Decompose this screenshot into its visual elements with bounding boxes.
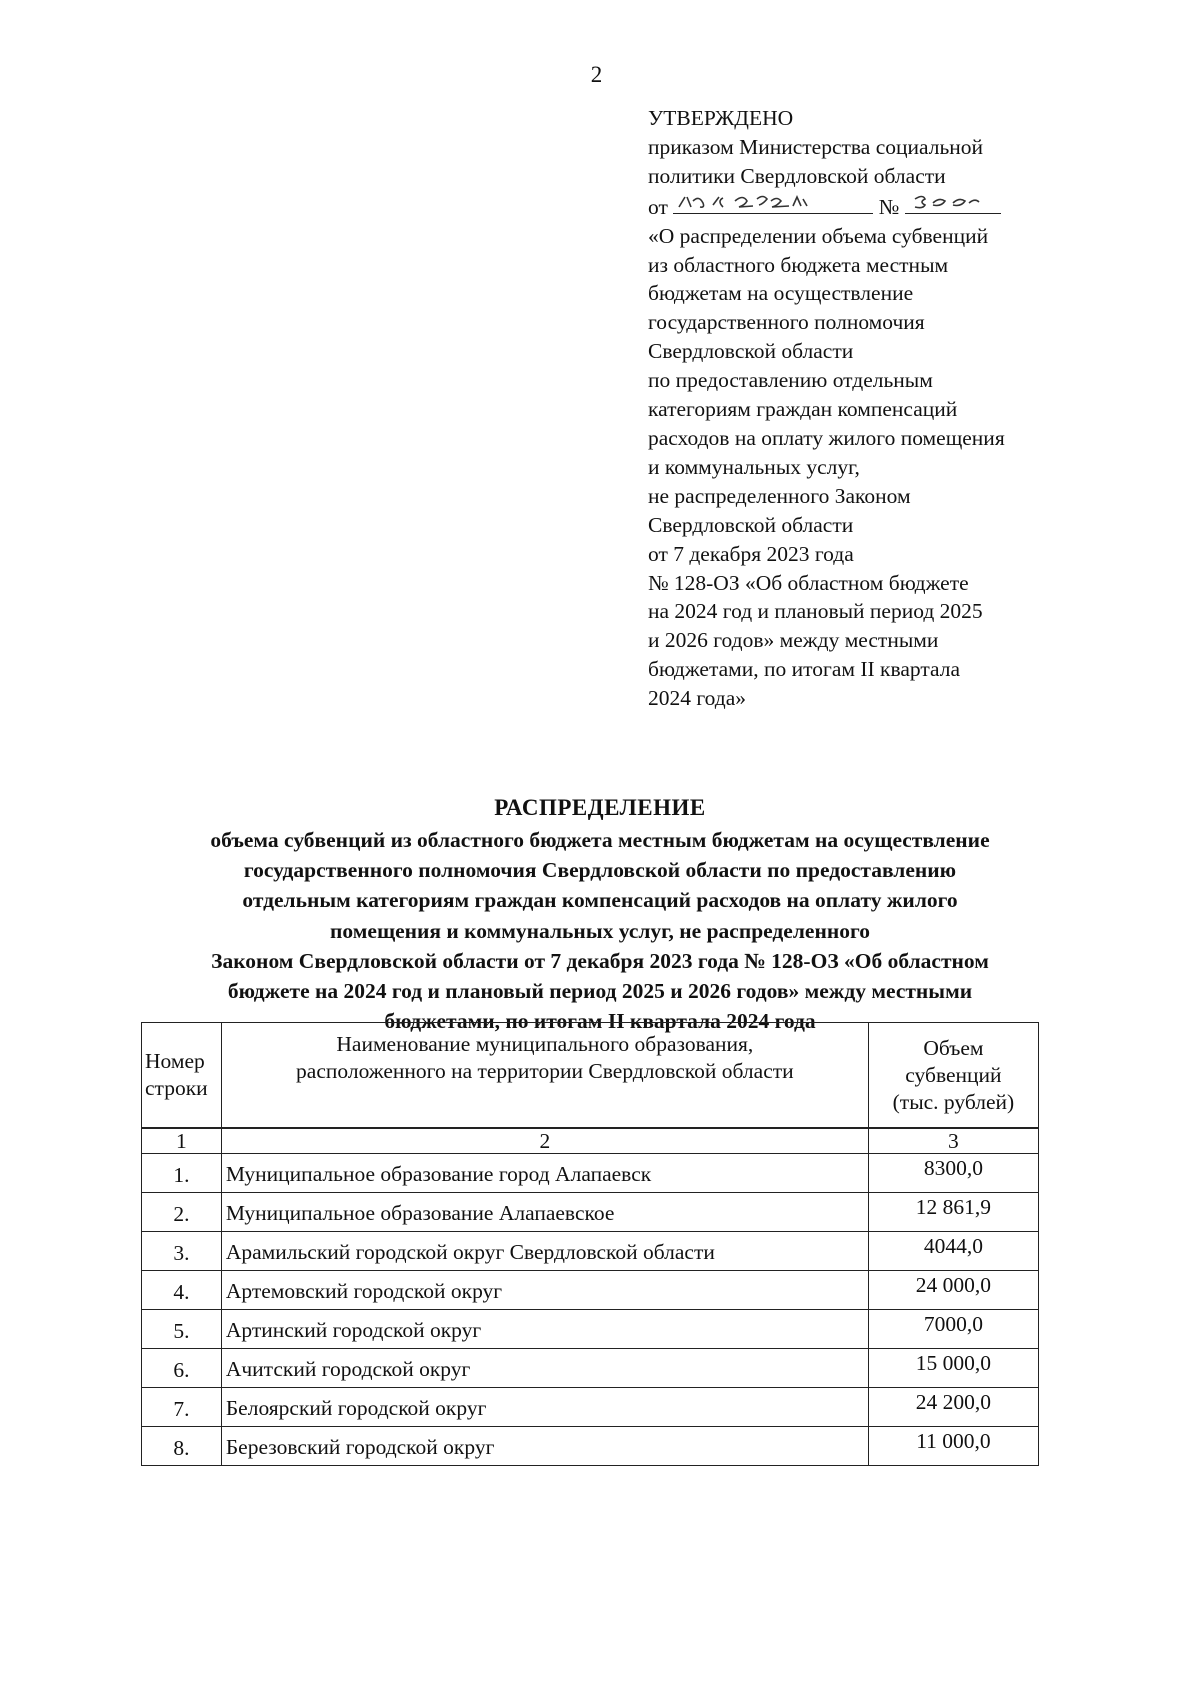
approval-body-line: от 7 декабря 2023 года (648, 541, 854, 566)
table-row (142, 1427, 1039, 1466)
municipality-name: Ачитский городской округ (221, 1349, 868, 1388)
title-line: бюджете на 2024 год и плановый период 2025 и 2026 годов» между местными (227, 979, 973, 1004)
header-text: Объем (923, 1035, 984, 1060)
row-number: 5. (142, 1310, 222, 1349)
subvention-amount: 11 000,0 (868, 1427, 1038, 1466)
municipality-name: Муниципальное образование Алапаевское (221, 1193, 868, 1232)
number-prefix: № (878, 194, 900, 219)
header-municipality (221, 1023, 868, 1128)
header-amount (868, 1023, 1038, 1128)
header-text: (тыс. рублей) (892, 1089, 1015, 1114)
table-row (142, 1154, 1039, 1193)
document-title (0, 791, 1200, 1036)
approval-body-line: бюджетами, по итогам II квартала (648, 657, 961, 682)
municipality-name: Березовский городской округ (221, 1427, 868, 1466)
header-line-number (142, 1023, 222, 1128)
approval-date-line (648, 191, 1088, 222)
header-text: Номер (145, 1049, 205, 1073)
approval-body-line: 2024 года» (648, 686, 747, 711)
subvention-amount: 7000,0 (868, 1310, 1038, 1349)
subvention-amount: 4044,0 (868, 1232, 1038, 1271)
approval-body-line: и коммунальных услуг, (648, 454, 860, 479)
approval-heading: УТВЕРЖДЕНО (648, 106, 794, 130)
title-line: отдельным категориям граждан компенсаций расходов на оплату жилого (242, 888, 958, 913)
table-row (142, 1388, 1039, 1427)
approval-body-line: из областного бюджета местным (648, 252, 949, 277)
approval-body-line: по предоставлению отдельным (648, 368, 933, 393)
row-number: 8. (142, 1427, 222, 1466)
approval-body-line: расходов на оплату жилого помещения (648, 425, 1005, 450)
municipality-name: Артинский городской округ (221, 1310, 868, 1349)
title-line: государственного полномочия Свердловской области по предоставлению (243, 858, 957, 883)
header-text: расположенного на территории Свердловской области (296, 1059, 794, 1083)
row-number: 1. (142, 1154, 222, 1193)
approval-body-line: «О распределении объема субвенций (648, 223, 989, 248)
table-header-row (142, 1023, 1039, 1128)
table-row (142, 1232, 1039, 1271)
approval-body-line: и 2026 годов» между местными (648, 628, 939, 653)
distribution-table (141, 1022, 1039, 1466)
approval-body-line: № 128-ОЗ «Об областном бюджете (648, 570, 969, 595)
approval-line: приказом Министерства социальной (648, 134, 984, 159)
column-number: 3 (868, 1129, 1038, 1154)
approval-body (648, 222, 1088, 713)
approval-body-line: государственного полномочия (648, 310, 925, 335)
subvention-amount: 24 000,0 (868, 1271, 1038, 1310)
approval-body-line: на 2024 год и плановый период 2025 (648, 599, 983, 624)
approval-body-line: не распределенного Законом (648, 483, 911, 508)
row-number: 4. (142, 1271, 222, 1310)
subvention-amount: 24 200,0 (868, 1388, 1038, 1427)
approval-body-line: Свердловской области (648, 339, 854, 364)
header-text: субвенций (905, 1062, 1002, 1087)
title-heading: РАСПРЕДЕЛЕНИЕ (494, 795, 706, 820)
subvention-amount: 12 861,9 (868, 1193, 1038, 1232)
table-row (142, 1271, 1039, 1310)
municipality-name: Муниципальное образование город Алапаевск (221, 1154, 868, 1193)
title-line: бюджетами, по итогам II квартала 2024 года (384, 1009, 816, 1034)
approval-block (648, 104, 1088, 713)
approval-body-line: бюджетам на осуществление (648, 281, 914, 306)
table-row (142, 1310, 1039, 1349)
header-text: Наименование муниципального образования, (336, 1032, 754, 1056)
approval-line: политики Свердловской области (648, 163, 946, 188)
date-prefix: от (648, 194, 668, 219)
table-row (142, 1349, 1039, 1388)
row-number: 7. (142, 1388, 222, 1427)
handwritten-date-signature (673, 191, 873, 214)
approval-body-line: категориям граждан компенсаций (648, 397, 958, 422)
title-subtitle (0, 825, 1200, 1036)
title-line: объема субвенций из областного бюджета местным бюджетам на осуществление (210, 828, 990, 852)
approval-body-line: Свердловской области (648, 512, 854, 537)
row-number: 3. (142, 1232, 222, 1271)
municipality-name: Арамильский городской округ Свердловской области (221, 1232, 868, 1271)
header-text: строки (145, 1076, 208, 1100)
row-number: 6. (142, 1349, 222, 1388)
column-number-row (142, 1129, 1039, 1154)
municipality-name: Белоярский городской округ (221, 1388, 868, 1427)
subvention-amount: 15 000,0 (868, 1349, 1038, 1388)
page-number: 2 (590, 62, 603, 87)
handwritten-number-signature (905, 191, 1001, 214)
title-line: помещения и коммунальных услуг, не распределенного (330, 918, 870, 943)
row-number: 2. (142, 1193, 222, 1232)
subvention-amount: 8300,0 (868, 1154, 1038, 1193)
municipality-name: Артемовский городской округ (221, 1271, 868, 1310)
column-number: 1 (142, 1129, 222, 1154)
column-number: 2 (221, 1129, 868, 1154)
title-line: Законом Свердловской области от 7 декабря 2023 года № 128-ОЗ «Об областном (211, 948, 989, 973)
table-row (142, 1193, 1039, 1232)
